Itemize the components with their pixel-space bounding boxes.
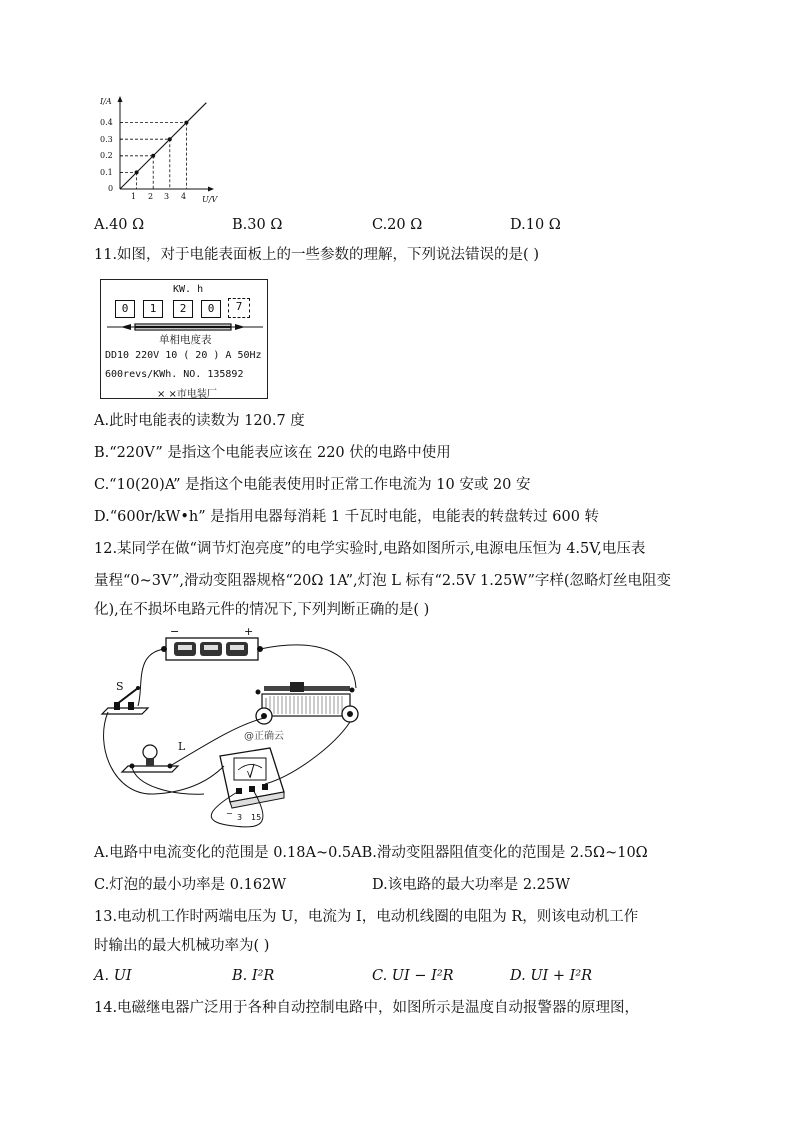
data-point [184,121,188,125]
x-tick-label: 4 [181,192,187,201]
data-point [151,154,155,158]
x-axis-label: U/V [202,195,218,204]
energy-meter-panel [100,279,268,399]
lamp-label: L [178,740,186,753]
x-tick-label: 2 [148,192,154,201]
q13-option-a[interactable]: A. UI [94,968,132,984]
q13-option-b[interactable]: B. I²R [232,968,275,984]
q10-option-b[interactable]: B.30 Ω [232,217,283,233]
switch [102,686,148,714]
q12-stem-line2: 量程“0~3V”,滑动变阻器规格“20Ω 1A”,灯泡 L 标有“2.5V 1.25W”字样(忽略灯丝电阻变 [94,573,672,589]
q14-stem-line1: 14.电磁继电器广泛用于各种自动控制电路中，如图所示是温度自动报警器的原理图， [94,1000,640,1016]
q12-option-c[interactable]: C.灯泡的最小功率是 0.162W [94,877,287,893]
series-line [120,103,206,189]
meter-digit: 1 [143,300,163,318]
q12-stem-line1: 12.某同学在做“调节灯泡亮度”的电学实验时,电路如图所示,电源电压恒为 4.5V,电压表 [94,541,646,557]
meter-rev: 600revs/KWh. NO. 135892 [105,369,244,380]
x-tick-label: 1 [131,192,137,201]
meter-digit: 2 [173,300,193,318]
battery-minus-sign: − [170,626,180,638]
y-tick-label: 0.3 [100,135,113,144]
q13-stem-line1: 13.电动机工作时两端电压为 U，电流为 I，电动机线圈的电阻为 R，则该电动机工作 [94,909,639,925]
x-tick-label: 3 [164,192,170,201]
q12-option-d[interactable]: D.该电路的最大功率是 2.25W [372,877,571,893]
meter-digit: 0 [201,300,221,318]
y-tick-label: 0.1 [100,168,113,177]
q10-option-a[interactable]: A.40 Ω [94,217,145,233]
watermark: @正确云 [244,731,284,742]
y-axis-label: I/A [100,97,112,106]
switch-label: S [116,680,124,693]
meter-dial-bar [105,322,265,332]
data-point [168,137,172,141]
q13-option-d[interactable]: D. UI + I²R [510,968,593,984]
q13-stem-line2: 时输出的最大机械功率为( ) [94,938,270,954]
iu-graph [98,88,228,208]
q12-option-ab[interactable]: A.电路中电流变化的范围是 0.18A~0.5AB.滑动变阻器阻值变化的范围是 2.5Ω~10Ω [94,845,648,861]
y-tick-label: 0.4 [100,118,113,127]
q11-option-c[interactable]: C.“10(20)A” 是指这个电能表使用时正常工作电流为 10 安或 20 安 [94,477,531,493]
terminal-minus: − [226,809,233,818]
meter-spec: DD10 220V 10 ( 20 ) A 50Hz [105,350,262,361]
q11-stem: 11.如图，对于电能表面板上的一些参数的理解，下列说法错误的是( ) [94,247,539,263]
y-tick-label: 0.2 [100,151,113,160]
q10-option-d[interactable]: D.10 Ω [510,217,561,233]
data-point [135,170,139,174]
lamp [122,745,178,772]
q11-option-a[interactable]: A.此时电能表的读数为 120.7 度 [94,413,305,429]
meter-name: 单相电度表 [159,334,212,346]
meter-unit: KW. h [173,284,204,295]
meter-digit-decimal: 7 [228,298,250,318]
meter-digit: 0 [115,300,135,318]
q13-option-c[interactable]: C. UI − I²R [372,968,454,984]
voltmeter-symbol: V [247,770,253,779]
rheostat [256,682,359,724]
y-tick-label: 0 [108,184,114,193]
battery-plus-sign: + [244,626,254,638]
terminal-15: 15 [251,813,262,822]
battery [161,638,263,660]
q11-option-d[interactable]: D.“600r/kW•h” 是指用电器每消耗 1 千瓦时电能，电能表的转盘转过 600 转 [94,509,600,525]
circuit-diagram [94,626,394,830]
q12-stem-line3: 化),在不损坏电路元件的情况下,下列判断正确的是( ) [94,602,430,618]
q11-option-b[interactable]: B.“220V” 是指这个电能表应该在 220 伏的电路中使用 [94,445,451,461]
q10-option-c[interactable]: C.20 Ω [372,217,423,233]
meter-maker: × ×市电装厂 [157,389,217,400]
terminal-3: 3 [237,813,243,822]
